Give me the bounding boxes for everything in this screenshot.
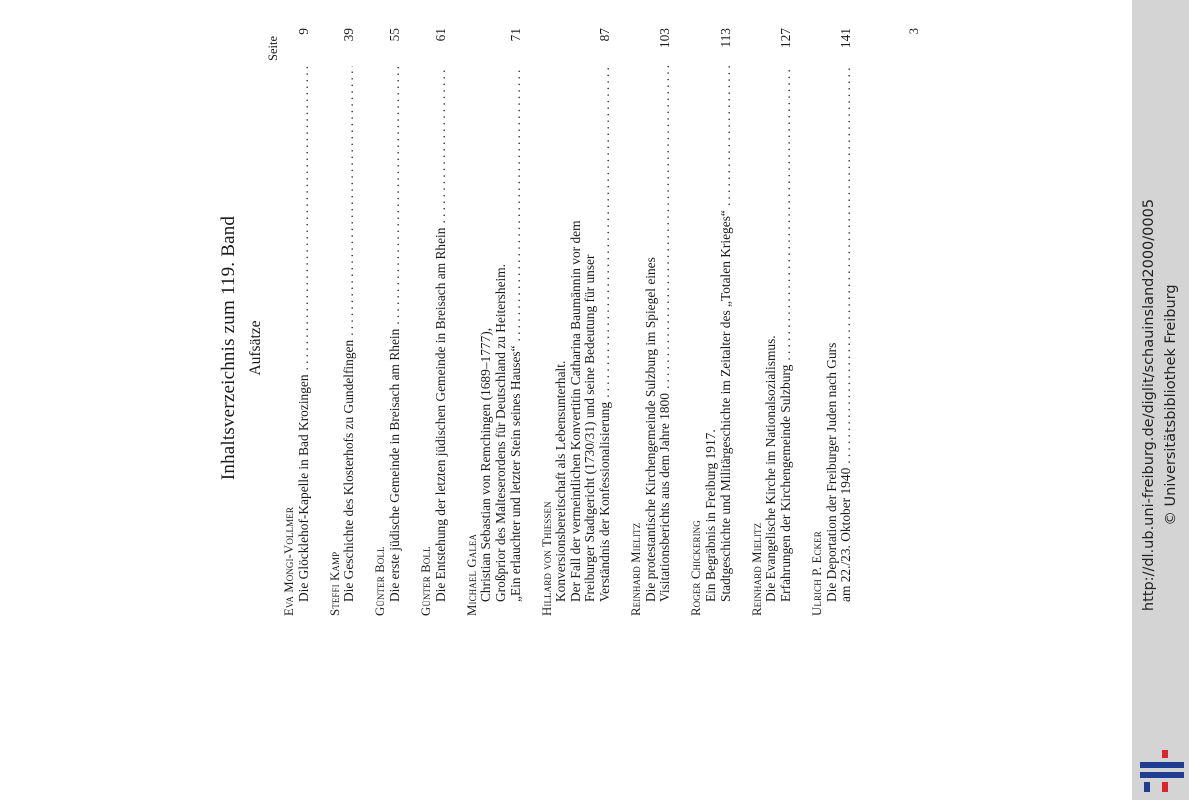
toc-title-text: Die Deportation der Freiburger Juden nach Gurs	[823, 342, 839, 602]
section-heading: Aufsätze	[247, 320, 264, 376]
toc-line	[719, 28, 734, 602]
toc-title-text: Die Geschichte des Klosterhofs zu Gundelfingen	[341, 339, 357, 602]
toc-title-text: Die Entstehung der letzten jüdischen Gemeinde in Breisach am Rhein	[432, 227, 448, 602]
dot-leader	[598, 66, 613, 398]
toc-page-number: 9	[295, 28, 311, 35]
library-logo-icon	[1140, 748, 1184, 792]
toc-entry	[540, 28, 613, 616]
toc-page-number: 141	[838, 28, 854, 49]
toc-line	[839, 28, 854, 602]
toc-line	[554, 28, 569, 602]
toc-line	[569, 28, 584, 602]
toc-author: Steffi Kamp	[327, 551, 342, 616]
toc-page-number: 71	[507, 28, 523, 42]
toc-author: Reinhard Mielitz	[629, 522, 644, 616]
toc-line	[342, 28, 357, 602]
toc-title-text: Die Glöcklehof-Kapelle in Bad Krozingen	[295, 374, 311, 602]
toc-title-text: Ein Begräbnis in Freiburg 1917.	[702, 429, 718, 602]
toc-line	[479, 28, 494, 602]
toc-title-text: Die protestantische Kirchengemeinde Sulzburg im Spiegel eines	[642, 257, 658, 602]
toc-title-text: Erfahrungen der Kirchengemeinde Sulzburg	[777, 364, 793, 602]
toc-title-text: am 22./23. Oktober 1940	[838, 467, 854, 602]
toc-title-text: Die erste jüdische Gemeinde in Breisach am Rhein	[386, 328, 402, 602]
dot-leader	[779, 66, 794, 361]
toc-page-number: 103	[657, 28, 673, 49]
toc-line	[779, 28, 794, 602]
toc-entry	[750, 28, 794, 616]
toc-line	[764, 28, 779, 602]
toc-author: Ulrich P. Ecker	[809, 531, 824, 616]
toc-title-text: Visitationsberichts aus dem Jahre 1800	[657, 393, 673, 602]
toc-line	[825, 28, 840, 602]
toc-entry	[629, 28, 673, 616]
toc-title-text: Christian Sebastian von Remchingen (1689–1777),	[478, 327, 494, 602]
toc-entry	[810, 28, 854, 616]
toc-page-number: 39	[341, 28, 357, 42]
dot-leader	[839, 66, 854, 464]
toc-author: Roger Chickering	[689, 520, 704, 616]
toc-line	[658, 28, 673, 602]
toc-line	[509, 28, 524, 602]
toc-title-text: Stadtgeschichte und Militärgeschichte im Zeitalter des „Totalen Krieges“	[717, 210, 733, 602]
toc-list	[282, 28, 870, 616]
toc-page-number: 87	[597, 28, 612, 42]
toc-line	[598, 28, 613, 602]
toc-line	[644, 28, 659, 602]
page-column-header: Seite	[266, 36, 280, 61]
toc-author: Eva Mongi-Vollmer	[282, 507, 296, 616]
toc-line	[494, 28, 509, 602]
watermark-url: http://dl.ub.uni-freiburg.de/diglit/schauinsland2000/0005	[1141, 198, 1157, 612]
document-page	[217, 28, 937, 668]
toc-line	[297, 28, 312, 602]
toc-page-number: 55	[386, 28, 402, 42]
toc-page-number: 127	[777, 28, 793, 49]
toc-title-text: Konversionsbereitschaft als Lebensunterhalt.	[553, 360, 569, 602]
toc-author: Günter Boll	[419, 546, 434, 616]
dot-leader	[434, 66, 449, 224]
toc-author: Michael Galea	[464, 533, 479, 616]
toc-author: Hillard von Thiessen	[539, 501, 554, 616]
toc-title-text: Die Evangelische Kirche im Nationalsozialismus.	[763, 335, 779, 602]
toc-line	[434, 28, 449, 602]
toc-line	[388, 28, 403, 602]
toc-entry	[282, 28, 311, 616]
page-title: Inhaltsverzeichnis zum 119. Band	[218, 215, 239, 481]
dot-leader	[719, 66, 734, 206]
toc-page-number: 61	[432, 28, 448, 42]
toc-author: Günter Boll	[373, 546, 388, 616]
toc-page-number: 113	[717, 28, 733, 48]
toc-line	[704, 28, 719, 602]
toc-entry	[419, 28, 448, 616]
watermark	[1138, 199, 1182, 611]
toc-line	[583, 28, 598, 602]
dot-leader	[509, 66, 524, 341]
toc-entry	[373, 28, 402, 616]
toc-entry	[689, 28, 733, 616]
toc-title-text: „Ein erlauchter und letzter Stein seines Hauses“	[507, 345, 523, 602]
dot-leader	[342, 66, 357, 336]
toc-entry	[328, 28, 357, 616]
page-number: 3	[907, 28, 921, 35]
dot-leader	[297, 66, 312, 370]
dot-leader	[658, 66, 673, 389]
toc-title-text: Der Fall der vermeintlichen Konvertitin Catharina Baumännin vor dem	[567, 220, 583, 602]
watermark-copyright: © Universitätsbibliothek Freiburg	[1163, 284, 1179, 526]
dot-leader	[388, 66, 403, 325]
toc-entry	[465, 28, 523, 616]
toc-title-text: Verständnis der Konfessionalisierung	[597, 401, 612, 602]
toc-author: Reinhard Mielitz	[749, 522, 764, 616]
toc-title-text: Freiburger Stadtgericht (1730/31) und seine Bedeutung für unser	[582, 254, 598, 602]
toc-title-text: Großprior des Malteserordens für Deutschland zu Heitersheim.	[492, 263, 508, 602]
